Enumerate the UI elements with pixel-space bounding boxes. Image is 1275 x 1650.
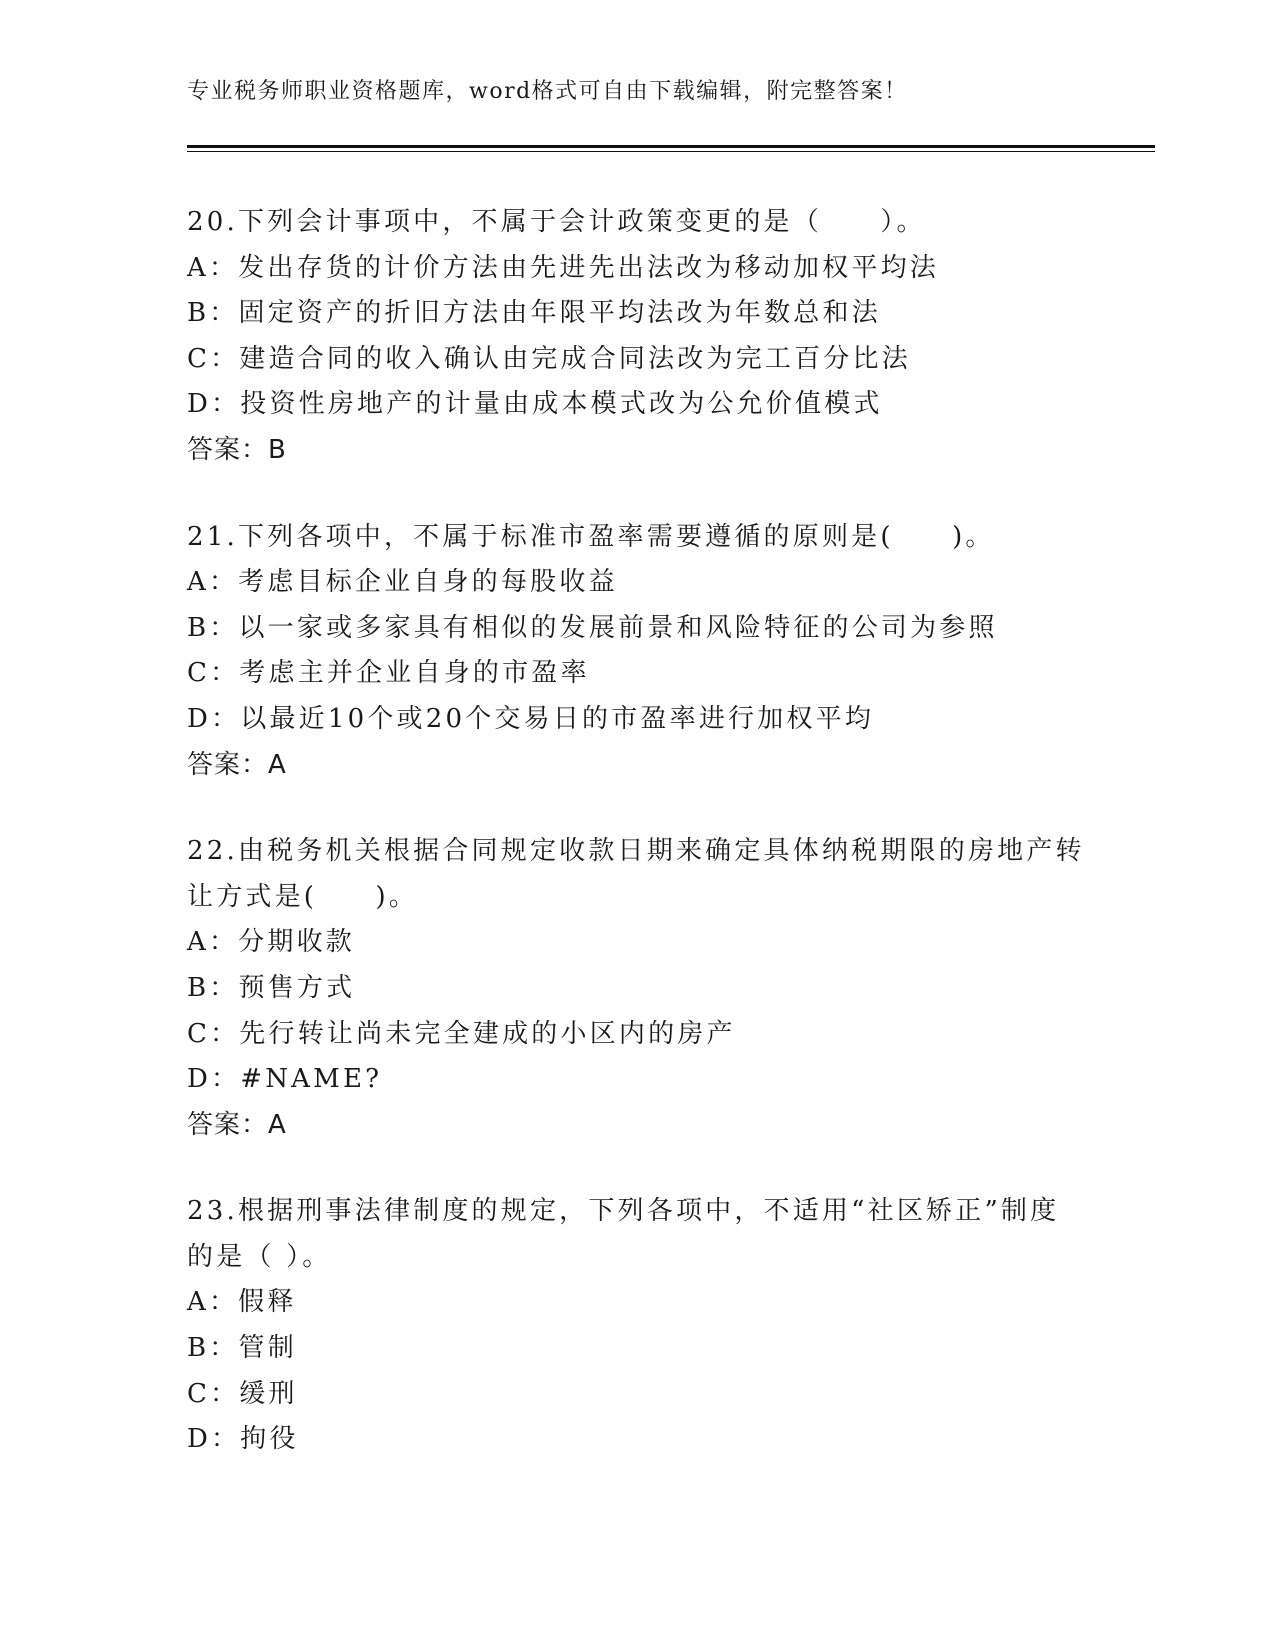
option-a: A：分期收款 [187, 927, 355, 958]
header-rule-thick [187, 145, 1155, 148]
option-b: B：以一家或多家具有相似的发展前景和风险特征的公司为参照 [187, 612, 998, 643]
option-c: C：考虑主并企业自身的市盈率 [187, 658, 590, 689]
question-list [187, 200, 1087, 1504]
option-c: C：缓刑 [187, 1378, 298, 1409]
answer: 答案：A [187, 1109, 287, 1140]
option-d: D：#NAME? [187, 1064, 383, 1095]
question-stem-continued: 的是（ ）。 [187, 1241, 332, 1272]
answer: 答案：A [187, 749, 287, 780]
option-b: B：固定资产的折旧方法由年限平均法改为年数总和法 [187, 298, 881, 329]
question-22 [187, 829, 1087, 1148]
option-d: D：拘役 [187, 1424, 299, 1455]
question-23 [187, 1189, 1087, 1463]
question-21 [187, 515, 1087, 789]
answer: 答案：B [187, 434, 287, 465]
header-rule-thin [187, 151, 1155, 152]
question-stem: 21.下列各项中，不属于标准市盈率需要遵循的原则是( )。 [187, 521, 995, 552]
option-b: B：预售方式 [187, 972, 356, 1003]
option-a: A：考虑目标企业自身的每股收益 [187, 567, 618, 598]
question-stem-continued: 让方式是( )。 [187, 881, 419, 912]
question-20 [187, 200, 1087, 474]
document-header: 专业税务师职业资格题库，word格式可自由下载编辑，附完整答案！ [187, 79, 908, 104]
option-b: B：管制 [187, 1333, 297, 1364]
option-c: C：建造合同的收入确认由完成合同法改为完工百分比法 [187, 343, 911, 374]
question-stem: 22.由税务机关根据合同规定收款日期来确定具体纳税期限的房地产转 [187, 836, 1085, 867]
option-d: D：投资性房地产的计量由成本模式改为公允价值模式 [187, 389, 883, 420]
question-stem: 20.下列会计事项中，不属于会计政策变更的是（ ）。 [187, 207, 926, 237]
option-d: D：以最近10个或20个交易日的市盈率进行加权平均 [187, 703, 875, 734]
option-a: A：假释 [187, 1287, 297, 1318]
question-stem: 23.根据刑事法律制度的规定，下列各项中，不适用“社区矫正”制度 [187, 1196, 1060, 1227]
option-a: A：发出存货的计价方法由先进先出法改为移动加权平均法 [187, 252, 939, 283]
option-c: C：先行转让尚未完全建成的小区内的房产 [187, 1018, 736, 1049]
